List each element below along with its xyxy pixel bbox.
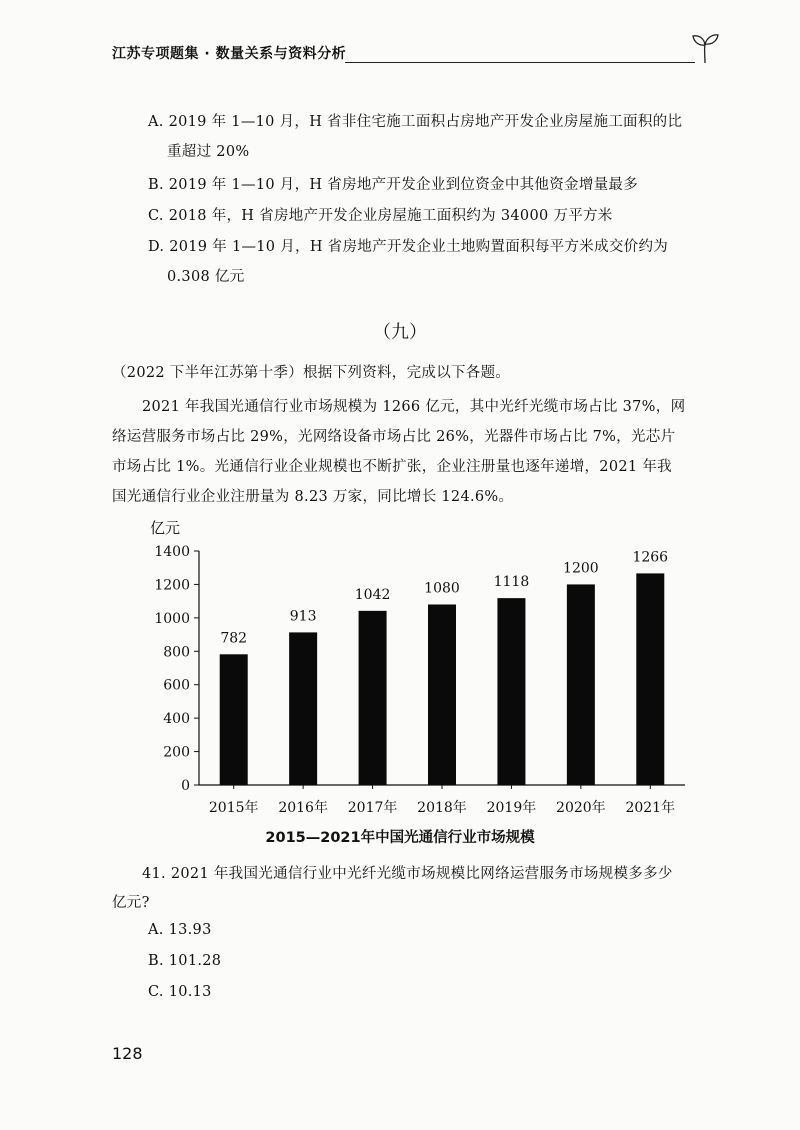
question-41-line2: 亿元? [112, 895, 150, 911]
answer-option-b: B. 101.28 [148, 953, 222, 969]
bar [567, 584, 595, 785]
x-tick-label: 2015年 [208, 800, 259, 816]
x-tick-label: 2018年 [417, 800, 467, 816]
running-header-title: 江苏专项题集 · 数量关系与资料分析 [112, 46, 347, 62]
x-tick-label: 2021年 [625, 800, 676, 816]
bar-value-label: 1080 [424, 580, 460, 597]
y-tick-label: 1000 [154, 610, 190, 627]
paragraph-line-1: 2021 年我国光通信行业市场规模为 1266 亿元，其中光纤光缆市场占比 37%，网 [142, 399, 686, 415]
y-tick-label: 1200 [154, 577, 190, 594]
y-tick-label: 1400 [154, 544, 190, 560]
bar-value-label: 782 [220, 630, 248, 647]
chart-title: 2015—2021年中国光通信行业市场规模 [265, 830, 535, 846]
option-c: C. 2018 年，H 省房地产开发企业房屋施工面积约为 34000 万平方米 [148, 208, 613, 224]
page-number: 128 [112, 1044, 143, 1063]
paragraph-line-4: 国光通信行业企业注册量为 8.23 万家，同比增长 124.6%。 [112, 489, 514, 505]
bar-value-label: 1042 [354, 586, 391, 603]
y-tick-label: 0 [181, 778, 190, 794]
question-41-line1: 41. 2021 年我国光通信行业中光纤光缆市场规模比网络运营服务市场规模多多少 [142, 866, 673, 882]
bar-value-label: 1200 [563, 560, 599, 577]
y-tick-label: 600 [163, 677, 190, 694]
section-source: （2022 下半年江苏第十季）根据下列资料，完成以下各题。 [112, 365, 511, 381]
bar [497, 598, 525, 785]
y-axis-label: 亿元 [150, 519, 181, 537]
x-tick-label: 2017年 [347, 800, 398, 816]
bar-value-label: 913 [289, 608, 317, 625]
option-d-line1: D. 2019 年 1—10 月，H 省房地产开发企业土地购置面积每平方米成交价约为 [148, 239, 669, 255]
y-tick-label: 200 [163, 744, 190, 761]
option-a-line2: 重超过 20% [167, 144, 250, 160]
paragraph-line-2: 络运营服务市场占比 29%，光网络设备市场占比 26%，光器件市场占比 7%，光芯片 [112, 429, 676, 445]
option-d-line2: 0.308 亿元 [167, 269, 245, 285]
x-tick-label: 2020年 [556, 800, 606, 816]
y-tick-label: 800 [163, 644, 190, 661]
section-title: （九） [373, 322, 427, 343]
option-a-line1: A. 2019 年 1—10 月，H 省非住宅施工面积占房地产开发企业房屋施工面积的比 [148, 114, 683, 130]
y-tick-label: 400 [163, 711, 190, 728]
bar [220, 654, 248, 785]
x-tick-label: 2019年 [486, 800, 537, 816]
bar-value-label: 1118 [493, 574, 530, 591]
bar [289, 632, 317, 785]
x-tick-label: 2016年 [278, 800, 328, 816]
bar [428, 604, 456, 785]
answer-option-a: A. 13.93 [148, 922, 212, 938]
bar [636, 573, 664, 785]
paragraph-line-3: 市场占比 1%。光通信行业企业规模也不断扩张，企业注册量也逐年递增，2021 年我 [112, 459, 672, 475]
option-b: B. 2019 年 1—10 月，H 省房地产开发企业到位资金中其他资金增量最多 [148, 177, 639, 193]
answer-option-c: C. 10.13 [148, 984, 212, 1000]
bar-value-label: 1266 [632, 549, 669, 566]
bar [359, 611, 387, 785]
